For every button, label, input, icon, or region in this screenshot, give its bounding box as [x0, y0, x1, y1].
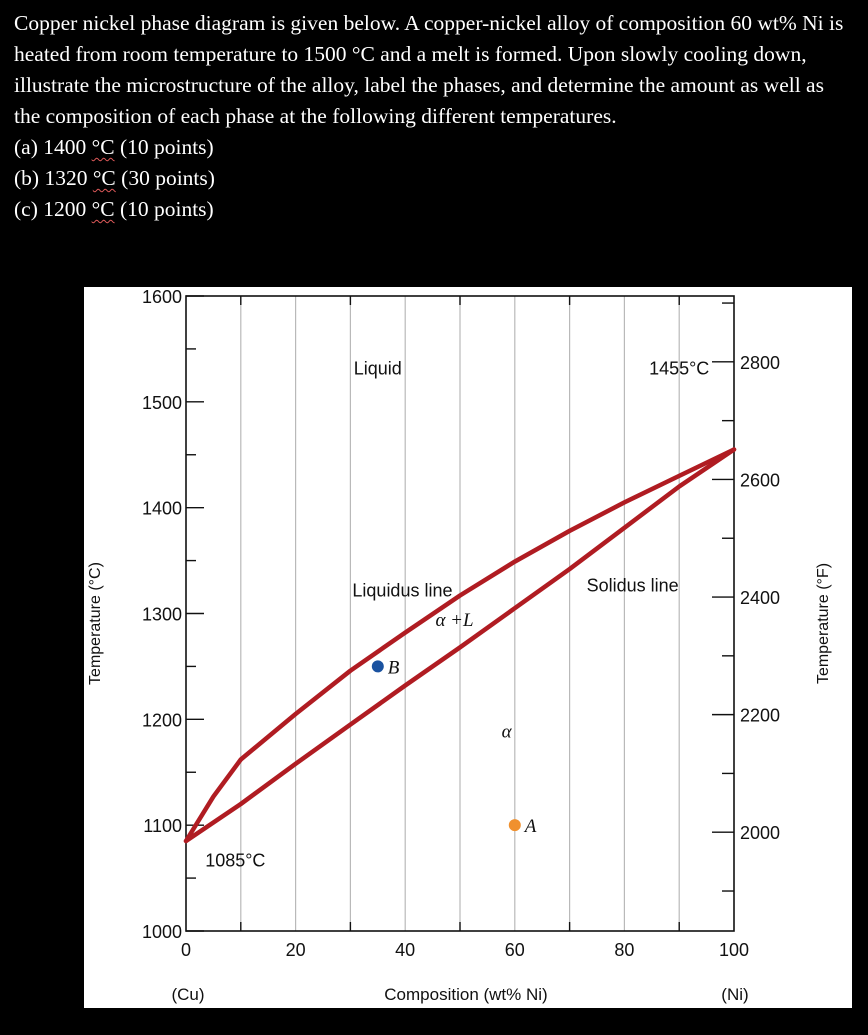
- question-part-b: [14, 163, 854, 194]
- y-tick-label: 1500: [141, 392, 182, 413]
- part-c-unit: °C: [91, 197, 115, 221]
- question-part-c: [14, 194, 854, 225]
- y-tick-label: 1200: [141, 710, 182, 731]
- annotation-label: Liquidus line: [352, 580, 453, 601]
- y-tick-label: 1600: [141, 287, 182, 307]
- part-b-label: (b) 1320: [14, 166, 93, 190]
- part-c-label: (c) 1200: [14, 197, 92, 221]
- annotation-label: Solidus line: [586, 575, 679, 596]
- right-tick-label: 2400: [740, 588, 781, 609]
- part-a-unit: °C: [91, 135, 115, 159]
- x-tick-label: 40: [395, 940, 416, 960]
- question-text: [14, 8, 854, 225]
- part-b-unit: °C: [92, 166, 116, 190]
- annotation-label: 1085°C: [205, 850, 266, 871]
- annotation-label: α: [501, 721, 512, 743]
- y-axis-title-right: Temperature (°F): [815, 562, 832, 685]
- annotation-label: α +L: [435, 610, 474, 632]
- x-axis-title: Composition (wt% Ni): [384, 985, 548, 1004]
- right-tick-label: 2800: [740, 352, 781, 373]
- right-tick-label: 2000: [740, 823, 781, 844]
- x-tick-label: 0: [180, 940, 192, 960]
- right-tick-label: 2200: [740, 705, 781, 726]
- point-b: [372, 660, 384, 672]
- point-label-a: A: [524, 816, 537, 838]
- y-axis-title-left: Temperature (°C): [87, 562, 104, 685]
- annotation-label: Liquid: [353, 358, 402, 379]
- x-tick-label: 60: [504, 940, 525, 960]
- point-a: [509, 819, 521, 831]
- x-end-label-ni: (Ni): [721, 985, 749, 1004]
- phase-diagram-chart: [84, 287, 852, 1008]
- x-end-label-cu: (Cu): [171, 985, 205, 1004]
- x-tick-label: 20: [285, 940, 306, 960]
- y-tick-label: 1300: [141, 604, 182, 625]
- point-label-b: B: [387, 657, 400, 679]
- part-c-points: (10 points): [114, 197, 214, 221]
- question-paragraph: Copper nickel phase diagram is given below. A copper-nickel alloy of composition 60 wt% Ni is heated from room temperature to 1500 °C and a melt is formed. Upon slowly cooling down, illustrate the microstructure of the alloy, label the phases, and determine the amount as well as the composition of each phase at the following different temperatures.: [14, 11, 844, 128]
- right-tick-label: 2600: [740, 470, 781, 491]
- part-a-points: (10 points): [114, 135, 214, 159]
- x-tick-label: 80: [614, 940, 635, 960]
- part-a-label: (a) 1400: [14, 135, 92, 159]
- part-b-points: (30 points): [115, 166, 215, 190]
- annotation-label: 1455°C: [649, 358, 710, 379]
- x-tick-label: 100: [718, 940, 750, 960]
- y-tick-label: 1000: [141, 922, 182, 942]
- y-tick-label: 1100: [143, 816, 182, 837]
- question-part-a: [14, 132, 854, 163]
- y-tick-label: 1400: [141, 498, 182, 519]
- phase-diagram-figure: [84, 287, 852, 1008]
